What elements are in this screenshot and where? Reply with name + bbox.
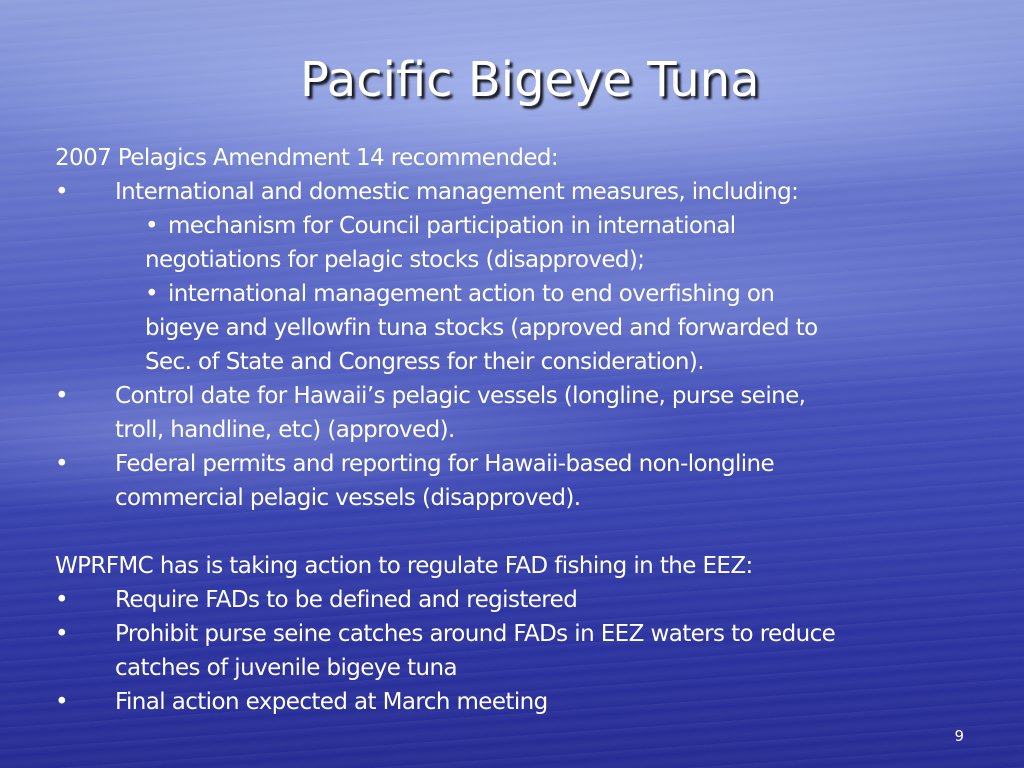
slide-body (55, 141, 975, 719)
bullet-icon: • (145, 213, 158, 239)
sub-bullet-continuation: Sec. of State and Congress for their consideration). (145, 349, 704, 375)
sub-bullet-overfishing-action (55, 277, 975, 311)
bullet-icon: • (55, 587, 68, 613)
slide-title: Pacific Bigeye Tuna (300, 52, 760, 108)
bullet-text: Prohibit purse seine catches around FADs in EEZ waters to reduce (115, 621, 836, 647)
bullet-icon: • (55, 689, 68, 715)
bullet-icon: • (55, 179, 68, 205)
sub-bullet-council-participation (55, 209, 975, 243)
bullet-item-final-action (55, 685, 975, 719)
bullet-continuation: troll, handline, etc) (approved). (115, 417, 455, 443)
bullet-text: International and domestic management measures, including: (115, 179, 799, 205)
section-heading-amendment: 2007 Pelagics Amendment 14 recommended: (55, 145, 559, 171)
bullet-icon: • (55, 383, 68, 409)
bullet-item-define-fads (55, 583, 975, 617)
bullet-icon: • (55, 621, 68, 647)
bullet-text: Final action expected at March meeting (115, 689, 548, 715)
sub-bullet-continuation: bigeye and yellowfin tuna stocks (approved and forwarded to (145, 315, 818, 341)
bullet-icon: • (145, 281, 158, 307)
section-spacer (55, 515, 975, 549)
sub-bullet-text: international management action to end overfishing on (167, 281, 775, 307)
bullet-text: Control date for Hawaii’s pelagic vessels (longline, purse seine, (115, 383, 806, 409)
bullet-text: Federal permits and reporting for Hawaii-based non-longline (115, 451, 775, 477)
sub-bullet-continuation: negotiations for pelagic stocks (disapproved); (145, 247, 645, 273)
bullet-item-management-measures (55, 175, 975, 209)
page-number: 9 (954, 727, 964, 745)
bullet-continuation: catches of juvenile bigeye tuna (115, 655, 457, 681)
bullet-item-control-date (55, 379, 975, 413)
section-heading-fad: WPRFMC has is taking action to regulate FAD fishing in the EEZ: (55, 553, 753, 579)
bullet-text: Require FADs to be defined and registered (115, 587, 578, 613)
bullet-icon: • (55, 451, 68, 477)
bullet-continuation: commercial pelagic vessels (disapproved). (115, 485, 581, 511)
bullet-item-federal-permits (55, 447, 975, 481)
sub-bullet-text: mechanism for Council participation in international (167, 213, 736, 239)
bullet-item-prohibit-purse-seine (55, 617, 975, 651)
